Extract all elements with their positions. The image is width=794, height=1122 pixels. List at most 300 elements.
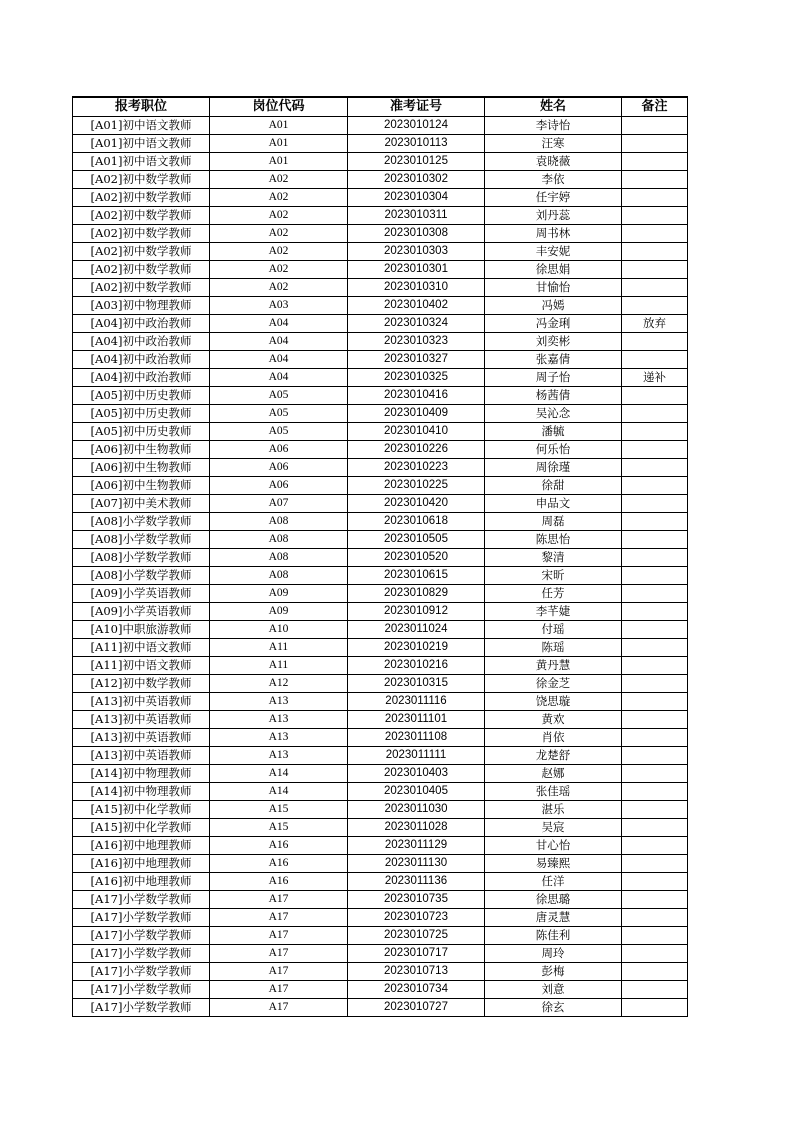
cell-exam-no: 2023010323	[348, 333, 485, 351]
cell-note	[622, 783, 688, 801]
cell-job: [A05]初中历史教师	[73, 405, 210, 423]
header-row	[73, 97, 688, 117]
cell-exam-no: 2023010308	[348, 225, 485, 243]
cell-exam-no: 2023010505	[348, 531, 485, 549]
cell-exam-no: 2023011129	[348, 837, 485, 855]
cell-job: [A13]初中英语教师	[73, 711, 210, 729]
table-row	[73, 855, 688, 873]
cell-exam-no: 2023010124	[348, 117, 485, 135]
cell-name: 宋昕	[485, 567, 622, 585]
cell-exam-no: 2023010324	[348, 315, 485, 333]
cell-code: A05	[210, 423, 348, 441]
cell-note	[622, 441, 688, 459]
cell-name: 潘毓	[485, 423, 622, 441]
cell-job: [A17]小学数学教师	[73, 945, 210, 963]
cell-name: 周子怡	[485, 369, 622, 387]
cell-name: 徐甜	[485, 477, 622, 495]
cell-name: 任芳	[485, 585, 622, 603]
cell-name: 任宇婷	[485, 189, 622, 207]
cell-name: 李诗怡	[485, 117, 622, 135]
cell-job: [A14]初中物理教师	[73, 765, 210, 783]
cell-name: 易臻熙	[485, 855, 622, 873]
cell-exam-no: 2023010311	[348, 207, 485, 225]
cell-exam-no: 2023010310	[348, 279, 485, 297]
cell-name: 张佳瑶	[485, 783, 622, 801]
cell-name: 何乐怡	[485, 441, 622, 459]
candidate-table	[72, 96, 688, 1017]
cell-code: A02	[210, 171, 348, 189]
cell-note	[622, 891, 688, 909]
cell-note	[622, 675, 688, 693]
table-row	[73, 423, 688, 441]
cell-note	[622, 531, 688, 549]
cell-name: 黄欢	[485, 711, 622, 729]
cell-note	[622, 819, 688, 837]
header-name: 姓名	[485, 97, 622, 117]
cell-job: [A10]中职旅游教师	[73, 621, 210, 639]
cell-code: A15	[210, 801, 348, 819]
cell-code: A09	[210, 585, 348, 603]
table-row	[73, 117, 688, 135]
cell-note	[622, 261, 688, 279]
cell-code: A08	[210, 567, 348, 585]
cell-code: A02	[210, 261, 348, 279]
cell-name: 肖依	[485, 729, 622, 747]
cell-job: [A04]初中政治教师	[73, 351, 210, 369]
cell-job: [A04]初中政治教师	[73, 315, 210, 333]
cell-name: 吴宸	[485, 819, 622, 837]
cell-note	[622, 405, 688, 423]
table-row	[73, 387, 688, 405]
cell-note	[622, 513, 688, 531]
cell-code: A11	[210, 639, 348, 657]
cell-code: A13	[210, 693, 348, 711]
cell-name: 甘愉怡	[485, 279, 622, 297]
cell-note	[622, 765, 688, 783]
cell-name: 吴沁念	[485, 405, 622, 423]
cell-job: [A17]小学数学教师	[73, 909, 210, 927]
cell-job: [A15]初中化学教师	[73, 819, 210, 837]
cell-name: 徐思娟	[485, 261, 622, 279]
cell-note	[622, 459, 688, 477]
cell-name: 汪寒	[485, 135, 622, 153]
table-row	[73, 531, 688, 549]
cell-note	[622, 729, 688, 747]
cell-job: [A04]初中政治教师	[73, 333, 210, 351]
cell-name: 彭梅	[485, 963, 622, 981]
cell-job: [A12]初中数学教师	[73, 675, 210, 693]
table-row	[73, 675, 688, 693]
cell-note	[622, 225, 688, 243]
cell-note	[622, 135, 688, 153]
cell-job: [A02]初中数学教师	[73, 171, 210, 189]
cell-code: A06	[210, 477, 348, 495]
cell-code: A05	[210, 405, 348, 423]
cell-exam-no: 2023010304	[348, 189, 485, 207]
cell-job: [A16]初中地理教师	[73, 855, 210, 873]
cell-code: A17	[210, 927, 348, 945]
cell-job: [A15]初中化学教师	[73, 801, 210, 819]
cell-note	[622, 423, 688, 441]
cell-exam-no: 2023010125	[348, 153, 485, 171]
cell-exam-no: 2023011130	[348, 855, 485, 873]
table-row	[73, 333, 688, 351]
cell-job: [A02]初中数学教师	[73, 261, 210, 279]
cell-code: A06	[210, 459, 348, 477]
table-row	[73, 927, 688, 945]
cell-name: 刘意	[485, 981, 622, 999]
table-row	[73, 999, 688, 1017]
cell-job: [A01]初中语文教师	[73, 135, 210, 153]
cell-code: A08	[210, 549, 348, 567]
cell-note	[622, 873, 688, 891]
cell-exam-no: 2023010403	[348, 765, 485, 783]
cell-code: A04	[210, 333, 348, 351]
table-row	[73, 747, 688, 765]
cell-job: [A17]小学数学教师	[73, 981, 210, 999]
table-row	[73, 567, 688, 585]
table-row	[73, 657, 688, 675]
table-row	[73, 783, 688, 801]
cell-job: [A02]初中数学教师	[73, 279, 210, 297]
cell-note: 递补	[622, 369, 688, 387]
cell-name: 杨茜倩	[485, 387, 622, 405]
cell-job: [A06]初中生物教师	[73, 477, 210, 495]
cell-code: A13	[210, 747, 348, 765]
cell-note	[622, 927, 688, 945]
cell-exam-no: 2023010420	[348, 495, 485, 513]
cell-exam-no: 2023010216	[348, 657, 485, 675]
cell-note	[622, 549, 688, 567]
cell-name: 张嘉倩	[485, 351, 622, 369]
cell-job: [A01]初中语文教师	[73, 153, 210, 171]
cell-job: [A03]初中物理教师	[73, 297, 210, 315]
cell-code: A08	[210, 513, 348, 531]
cell-name: 徐思璐	[485, 891, 622, 909]
cell-job: [A08]小学数学教师	[73, 531, 210, 549]
table-row	[73, 207, 688, 225]
table-row	[73, 189, 688, 207]
cell-code: A14	[210, 783, 348, 801]
cell-name: 任洋	[485, 873, 622, 891]
table-row	[73, 837, 688, 855]
cell-code: A01	[210, 117, 348, 135]
cell-exam-no: 2023010713	[348, 963, 485, 981]
cell-exam-no: 2023010727	[348, 999, 485, 1017]
cell-exam-no: 2023010520	[348, 549, 485, 567]
table-row	[73, 873, 688, 891]
cell-code: A06	[210, 441, 348, 459]
table-row	[73, 639, 688, 657]
cell-exam-no: 2023010223	[348, 459, 485, 477]
table-row	[73, 693, 688, 711]
cell-exam-no: 2023010912	[348, 603, 485, 621]
cell-name: 徐玄	[485, 999, 622, 1017]
table-row	[73, 405, 688, 423]
cell-name: 周玲	[485, 945, 622, 963]
cell-job: [A09]小学英语教师	[73, 603, 210, 621]
cell-name: 丰安妮	[485, 243, 622, 261]
cell-exam-no: 2023010405	[348, 783, 485, 801]
cell-job: [A06]初中生物教师	[73, 459, 210, 477]
table-row	[73, 585, 688, 603]
cell-name: 唐灵慧	[485, 909, 622, 927]
cell-note	[622, 657, 688, 675]
cell-exam-no: 2023010113	[348, 135, 485, 153]
header-note: 备注	[622, 97, 688, 117]
cell-job: [A16]初中地理教师	[73, 837, 210, 855]
cell-exam-no: 2023010325	[348, 369, 485, 387]
cell-name: 付瑶	[485, 621, 622, 639]
cell-code: A04	[210, 369, 348, 387]
cell-code: A17	[210, 999, 348, 1017]
header-exam-no: 准考证号	[348, 97, 485, 117]
table-row	[73, 171, 688, 189]
cell-note	[622, 693, 688, 711]
header-job: 报考职位	[73, 97, 210, 117]
table-row	[73, 243, 688, 261]
cell-note	[622, 117, 688, 135]
cell-code: A02	[210, 243, 348, 261]
cell-note	[622, 495, 688, 513]
cell-code: A10	[210, 621, 348, 639]
cell-name: 袁晓薇	[485, 153, 622, 171]
cell-job: [A09]小学英语教师	[73, 585, 210, 603]
cell-job: [A17]小学数学教师	[73, 999, 210, 1017]
cell-code: A16	[210, 873, 348, 891]
cell-exam-no: 2023010402	[348, 297, 485, 315]
cell-job: [A07]初中美术教师	[73, 495, 210, 513]
cell-name: 陈思怡	[485, 531, 622, 549]
cell-note	[622, 333, 688, 351]
cell-note	[622, 981, 688, 999]
cell-code: A07	[210, 495, 348, 513]
cell-note	[622, 621, 688, 639]
cell-exam-no: 2023010723	[348, 909, 485, 927]
table-row	[73, 495, 688, 513]
cell-job: [A05]初中历史教师	[73, 387, 210, 405]
cell-note	[622, 207, 688, 225]
cell-note	[622, 153, 688, 171]
cell-job: [A17]小学数学教师	[73, 963, 210, 981]
cell-note	[622, 855, 688, 873]
cell-exam-no: 2023010725	[348, 927, 485, 945]
cell-code: A17	[210, 981, 348, 999]
cell-exam-no: 2023010315	[348, 675, 485, 693]
cell-job: [A17]小学数学教师	[73, 891, 210, 909]
cell-job: [A08]小学数学教师	[73, 567, 210, 585]
cell-name: 冯嫣	[485, 297, 622, 315]
cell-note	[622, 387, 688, 405]
cell-note	[622, 351, 688, 369]
cell-job: [A08]小学数学教师	[73, 513, 210, 531]
cell-exam-no: 2023011101	[348, 711, 485, 729]
cell-exam-no: 2023010717	[348, 945, 485, 963]
cell-name: 刘奕彬	[485, 333, 622, 351]
cell-exam-no: 2023010409	[348, 405, 485, 423]
cell-code: A16	[210, 837, 348, 855]
table-row	[73, 369, 688, 387]
cell-note	[622, 837, 688, 855]
cell-name: 周磊	[485, 513, 622, 531]
table-row	[73, 441, 688, 459]
cell-exam-no: 2023010829	[348, 585, 485, 603]
cell-code: A16	[210, 855, 348, 873]
cell-note	[622, 909, 688, 927]
cell-code: A17	[210, 909, 348, 927]
cell-note	[622, 603, 688, 621]
cell-exam-no: 2023010410	[348, 423, 485, 441]
cell-note	[622, 945, 688, 963]
cell-job: [A08]小学数学教师	[73, 549, 210, 567]
cell-job: [A05]初中历史教师	[73, 423, 210, 441]
cell-exam-no: 2023010219	[348, 639, 485, 657]
table-row	[73, 909, 688, 927]
cell-name: 龙楚舒	[485, 747, 622, 765]
cell-note	[622, 189, 688, 207]
cell-code: A02	[210, 225, 348, 243]
table-row	[73, 315, 688, 333]
table-row	[73, 963, 688, 981]
table-row	[73, 765, 688, 783]
cell-note	[622, 639, 688, 657]
cell-exam-no: 2023011116	[348, 693, 485, 711]
table-row	[73, 603, 688, 621]
cell-job: [A02]初中数学教师	[73, 225, 210, 243]
table-row	[73, 891, 688, 909]
cell-name: 李芊婕	[485, 603, 622, 621]
cell-note	[622, 999, 688, 1017]
table-row	[73, 945, 688, 963]
cell-name: 李依	[485, 171, 622, 189]
cell-code: A17	[210, 963, 348, 981]
cell-code: A15	[210, 819, 348, 837]
cell-note	[622, 963, 688, 981]
table-row	[73, 351, 688, 369]
cell-job: [A02]初中数学教师	[73, 243, 210, 261]
cell-job: [A14]初中物理教师	[73, 783, 210, 801]
cell-note	[622, 243, 688, 261]
cell-exam-no: 2023010327	[348, 351, 485, 369]
cell-note	[622, 297, 688, 315]
cell-job: [A16]初中地理教师	[73, 873, 210, 891]
cell-exam-no: 2023010302	[348, 171, 485, 189]
cell-job: [A06]初中生物教师	[73, 441, 210, 459]
cell-code: A09	[210, 603, 348, 621]
cell-name: 甘心怡	[485, 837, 622, 855]
cell-code: A02	[210, 207, 348, 225]
cell-note	[622, 279, 688, 297]
cell-exam-no: 2023011028	[348, 819, 485, 837]
cell-exam-no: 2023010734	[348, 981, 485, 999]
cell-name: 陈佳利	[485, 927, 622, 945]
cell-job: [A04]初中政治教师	[73, 369, 210, 387]
cell-code: A04	[210, 315, 348, 333]
cell-code: A02	[210, 279, 348, 297]
cell-code: A17	[210, 945, 348, 963]
cell-note	[622, 171, 688, 189]
table-row	[73, 801, 688, 819]
table-row	[73, 621, 688, 639]
cell-name: 周书林	[485, 225, 622, 243]
cell-name: 黄丹慧	[485, 657, 622, 675]
table-row	[73, 261, 688, 279]
cell-job: [A13]初中英语教师	[73, 729, 210, 747]
cell-code: A04	[210, 351, 348, 369]
cell-exam-no: 2023010301	[348, 261, 485, 279]
cell-name: 冯金琍	[485, 315, 622, 333]
table-row	[73, 297, 688, 315]
cell-job: [A02]初中数学教师	[73, 189, 210, 207]
table-header	[73, 97, 688, 117]
cell-job: [A17]小学数学教师	[73, 927, 210, 945]
cell-code: A08	[210, 531, 348, 549]
table-row	[73, 153, 688, 171]
table-row	[73, 549, 688, 567]
cell-code: A05	[210, 387, 348, 405]
cell-name: 周徐瑾	[485, 459, 622, 477]
cell-note	[622, 585, 688, 603]
cell-note	[622, 747, 688, 765]
cell-name: 申品文	[485, 495, 622, 513]
cell-note	[622, 477, 688, 495]
cell-exam-no: 2023010618	[348, 513, 485, 531]
cell-name: 湛乐	[485, 801, 622, 819]
cell-code: A03	[210, 297, 348, 315]
cell-name: 黎清	[485, 549, 622, 567]
cell-exam-no: 2023010303	[348, 243, 485, 261]
cell-exam-no: 2023011024	[348, 621, 485, 639]
cell-exam-no: 2023010416	[348, 387, 485, 405]
cell-code: A13	[210, 711, 348, 729]
cell-name: 饶思璇	[485, 693, 622, 711]
cell-code: A01	[210, 153, 348, 171]
table-row	[73, 711, 688, 729]
cell-code: A12	[210, 675, 348, 693]
cell-name: 刘丹蕊	[485, 207, 622, 225]
table-row	[73, 729, 688, 747]
cell-exam-no: 2023011030	[348, 801, 485, 819]
cell-job: [A11]初中语文教师	[73, 657, 210, 675]
cell-note	[622, 711, 688, 729]
table-row	[73, 477, 688, 495]
table-row	[73, 225, 688, 243]
cell-job: [A11]初中语文教师	[73, 639, 210, 657]
cell-exam-no: 2023010225	[348, 477, 485, 495]
cell-exam-no: 2023010226	[348, 441, 485, 459]
table-row	[73, 459, 688, 477]
cell-code: A17	[210, 891, 348, 909]
cell-exam-no: 2023010735	[348, 891, 485, 909]
cell-exam-no: 2023011111	[348, 747, 485, 765]
cell-name: 赵娜	[485, 765, 622, 783]
table-row	[73, 513, 688, 531]
cell-code: A11	[210, 657, 348, 675]
table-row	[73, 819, 688, 837]
header-code: 岗位代码	[210, 97, 348, 117]
cell-job: [A13]初中英语教师	[73, 747, 210, 765]
cell-note	[622, 801, 688, 819]
cell-exam-no: 2023010615	[348, 567, 485, 585]
cell-job: [A02]初中数学教师	[73, 207, 210, 225]
cell-name: 陈瑶	[485, 639, 622, 657]
cell-job: [A01]初中语文教师	[73, 117, 210, 135]
table-body	[73, 117, 688, 1017]
cell-note	[622, 567, 688, 585]
cell-note: 放弃	[622, 315, 688, 333]
cell-code: A01	[210, 135, 348, 153]
cell-code: A02	[210, 189, 348, 207]
